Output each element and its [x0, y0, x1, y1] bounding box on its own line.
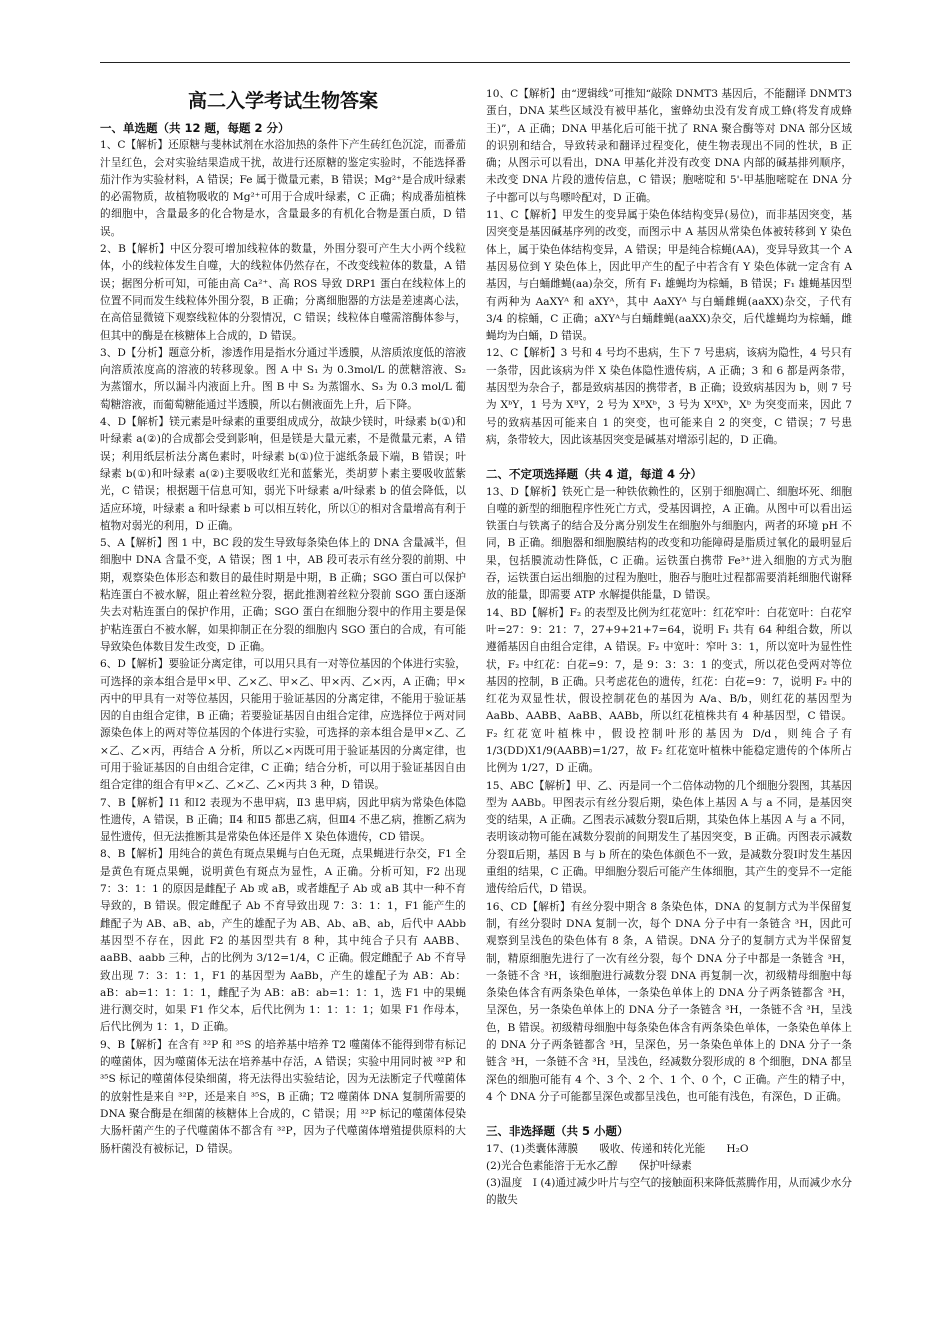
section-heading-non-choice: 三、非选择题（共 5 小题）: [486, 1124, 629, 1139]
right-column: [486, 86, 852, 1210]
answer-17-line-2: (2)光合色素能溶于无水乙醇 保护叶绿素: [486, 1159, 692, 1172]
answer-2: 2、B【解析】中区分裂可增加线粒体的数量，外围分裂可产生大小两个线粒体，小的线粒体发生自噬，大的线粒体仍然存在，不改变线粒体的数量，A 错误；据图分析可知，可能由高 Ca²⁺、高 ROS 导致 DRP1 蛋白在线粒体上的位置不同而发生线粒体外围分裂，B 正确；分离细胞器的方法是差速离心法，在高倍显微镜下观察线粒体的分裂情况，C 错误；线粒体自噬需溶酶体参与，但其中的酶是在核糖体上合成的，D 错误。: [100, 243, 466, 342]
left-column: [100, 86, 466, 1158]
answer-15: 15、ABC【解析】甲、乙、丙是同一个二倍体动物的几个细胞分裂图，其基因型为 AABb。甲图表示有丝分裂后期，染色体上基因 A 与 a 不同，是基因突变的结果，A 正确。乙图表示减数分裂Ⅱ后期，其染色体上基因 A 与 a 不同，表明该动物可能在减数分裂前的间期发生了基因突变，B 正确。丙图表示减数分裂Ⅱ后期，基因 B 与 b 所在的染色体颜色不一致，是减数分裂Ⅰ时发生基因重组的结果，C 正确。甲细胞分裂后可能产生体细胞，其产生的变异不一定能遗传给后代，D 错误。: [486, 779, 852, 896]
answer-4: 4、D【解析】镁元素是叶绿素的重要组成成分，故缺少镁时，叶绿素 b(①)和叶绿素 a(②)的合成都会受到影响，但是镁是大量元素，不是微量元素，A 错误；利用纸层析法分离色素时，叶绿素 b(①)位于滤纸条最下端，B 错误；叶绿素 b(①)和叶绿素 a(②)主要吸收红光和蓝紫光，类胡萝卜素主要吸收蓝紫光，C 错误；根据题干信息可知，弱光下叶绿素 a/叶绿素 b 的值会降低，以适应环境，叶绿素 a 和叶绿素 b 可以相互转化，所以①的相对含量增高有利于植物对弱光的利用，D 正确。: [100, 416, 466, 532]
header-rule: [100, 62, 850, 63]
answer-11: 11、C【解析】甲发生的变异属于染色体结构变异(易位)，而非基因突变，基因突变是基因碱基序列的改变，而图示中 A 基因从常染色体被转移到 Y 染色体上，属于染色体结构变异，A 错误；甲是纯合棕蝇(AA)，变异导致其一个 A 基因易位到 Y 染色体上，因此甲产生的配子中若含有 Y 染色体就一定含有 A 基因，与白蛹雌蝇(aa)杂交，所有 F₁ 雄蝇均为棕蛹，B 错误；F₁ 雄蝇基因型有两种为 AaXYᴬ 和 aXYᴬ，其中 AaXYᴬ 与白蛹雌蝇(aaXX)杂交，子代有 3/4 的棕蛹，C 正确；aXYᴬ与白蛹雌蝇(aaXX)杂交，后代雄蝇均为棕蛹，雌蝇均为白蛹，D 错误。: [486, 209, 852, 343]
answer-7: 7、B【解析】Ⅰ1 和Ⅰ2 表现为不患甲病，Ⅱ3 患甲病，因此甲病为常染色体隐性遗传，A 错误，B 正确；Ⅱ4 和Ⅱ5 都患乙病，但Ⅲ4 不患乙病，推断乙病为显性遗传，但无法推断其是常染色体还是伴 X 染色体遗传，CD 错误。: [100, 796, 466, 844]
answer-5: 5、A【解析】图 1 中，BC 段的发生导致每条染色体上的 DNA 含量减半，但细胞中 DNA 含量不变，A 错误；图 1 中，AB 段可表示有丝分裂的前期、中期，观察染色体形态和数目的最佳时期是中期，B 正确；SGO 蛋白可以保护粘连蛋白不被水解，阻止着丝粒分裂，据此推测着丝粒分裂前 SGO 蛋白逐渐失去对粘连蛋白的保护作用，正确；SGO 蛋白在细胞分裂中的作用主要是保护粘连蛋白不被水解，如果抑制正在分裂的细胞内 SGO 蛋白的合成，有可能导致染色体数目发生改变，D 正确。: [100, 537, 466, 653]
answer-8: 8、B【解析】用纯合的黄色有斑点果蝇与白色无斑，点果蝇进行杂交，F1 全是黄色有斑点果蝇，说明黄色有斑点为显性，A 正确。分析可知，F2 出现 7：3：1：1 的原因是雌配子 Ab 或 aB，或者雄配子 Ab 或 aB 其中一种不育导致的，B 错误。假定雌配子 Ab 不育导致出现 7：3：1：1，F1 能产生的雌配子为 AB、aB、ab，产生的雄配子为 AB、Ab、aB、ab，后代中 AAbb 基因型不存在，因此 F2 的基因型共有 8 种，其中纯合子只有 AABB、aaBB、aabb 三种，占的比例为 3/12=1/4，C 正确。假定雌配子 Ab 不育导致出现 7：3：1：1，F1 的基因型为 AaBb，产生的雄配子为 AB：Ab：aB：ab=1：1：1：1，雌配子为 AB：aB：ab=1：1：1，选 F1 中的果蝇进行测交时，如果 F1 作父本，后代比例为 1：1：1：1；如果 F1 作母本，后代比例为 1：1，D 正确。: [100, 848, 466, 1034]
answer-6: 6、D【解析】要验证分离定律，可以用只具有一对等位基因的个体进行实验，可选择的亲本组合是甲×甲、乙×乙、甲×乙、甲×丙、乙×丙，A 正确；甲×丙中的甲具有一对等位基因，只能用于验证基因的分离定律，不能用于验证基因的自由组合定律，B 正确；若要验证基因自由组合定律，应选择位于两对同源染色体上的两对等位基因的个体进行实验，可选择的亲本组合是甲×乙、乙×乙、乙×丙，再结合 A 分析，所以乙×丙既可用于验证基因的分离定律，也可用于验证基因的自由组合定律，C 正确；结合分析，可以用于验证基因自由组合定律的组合有甲×乙、乙×乙、乙×丙共 3 种，D 错误。: [100, 658, 466, 792]
answer-9: 9、B【解析】在含有 ³²P 和 ³⁵S 的培养基中培养 T2 噬菌体不能得到带有标记的噬菌体，因为噬菌体无法在培养基中存活，A 错误；实验中用同时被 ³²P 和 ³⁵S 标记的噬菌体侵染细菌，将无法得出实验结论，因为无法断定子代噬菌体的放射性是来自 ³²P，还是来自 ³⁵S，B 正确；T2 噬菌体 DNA 复制所需要的 DNA 聚合酶是在细菌的核糖体上合成的，C 错误；用 ³²P 标记的噬菌体侵染大肠杆菌产生的子代噬菌体不都含有 ³²P，因为子代噬菌体增殖提供原料的大肠杆菌没有被标记，D 错误。: [100, 1038, 466, 1155]
page-title: 高二入学考试生物答案: [187, 90, 378, 112]
answer-16: 16、CD【解析】有丝分裂中期含 8 条染色体，DNA 的复制方式为半保留复制，有丝分裂时 DNA 复制一次，每个 DNA 分子中有一条链含 ³H，因此可观察到呈浅色的染色体有 8 条，A 错误。DNA 分子的复制方式为半保留复制，精原细胞先进行了一次有丝分裂，每个 DNA 分子中都是一条链含 ³H，一条链不含 ³H，该细胞进行减数分裂 DNA 再复制一次，初级精母细胞中每条染色体含有两条染色单体，一条染色单体上的 DNA 分子两条链都含 ³H，呈深色，另一条染色单体上的 DNA 分子一条链含 ³H，一条链不含 ³H，呈浅色，B 错误。初级精母细胞中每条染色体含有两条染色单体，一条染色单体上的 DNA 分子两条链都含 ³H，呈深色，另一条染色单体上的 DNA 分子一条链含 ³H，一条链不含 ³H，呈浅色，经减数分裂形成的 8 个细胞，DNA 都呈深色的细胞可能有 4 个、3 个、2 个、1 个、0 个，C 正确。产生的精子中，4 个 DNA 分子可能都呈深色或都呈浅色，也可能有浅色，有深色，D 正确。: [486, 900, 852, 1103]
answer-10: 10、C【解析】由“逻辑线”可推知“敲除 DNMT3 基因后，不能翻译 DNMT3 蛋白，DNA 某些区域没有被甲基化，蜜蜂幼虫没有发育成工蜂(将发育成蜂王)”，A 正确；DNA 甲基化后可能干扰了 RNA 聚合酶等对 DNA 部分区域的识别和结合，导致转录和翻译过程变化，使生物表现出不同的性状，B 正确；从图示可以看出，DNA 甲基化并没有改变 DNA 内部的碱基排列顺序，未改变 DNA 片段的遗传信息，C 错误；胞嘧啶和 5'-甲基胞嘧啶在 DNA 分子中都可以与鸟嘌呤配对，D 正确。: [486, 88, 852, 204]
answer-12: 12、C【解析】3 号和 4 号均不患病，生下 7 号患病，该病为隐性，4 号只有一条带，因此该病为伴 X 染色体隐性遗传病，A 正确；3 和 6 都是两条带，基因型为杂合子，都是致病基因的携带者，B 正确；设致病基因为 b，则 7 号为 XᵇY，1 号为 XᴮY，2 号为 XᴮXᵇ，3 号为 XᴮXᵇ，Xᵇ 为突变而来，因此 7 号的致病基因可能来自 1 的突变，也可能来自 2 的突变，C 错误；7 号患病，条带较大，因此该基因突变是碱基对增添引起的，D 正确。: [486, 347, 852, 446]
section-heading-multiple-choice: 二、不定项选择题（共 4 道，每道 4 分）: [486, 467, 703, 482]
answer-17-line-1: 17、(1)类囊体薄膜 吸收、传递和转化光能 H₂O: [486, 1142, 749, 1155]
answer-14: 14、BD【解析】F₂ 的表型及比例为红花宽叶：红花窄叶：白花宽叶：白花窄叶=27：9：21：7，27+9+21+7=64，说明 F₁ 共有 64 种组合数，所以遵循基因自由组合定律，A 错误。F₂ 中宽叶：窄叶 3：1，所以宽叶为显性性状，F₂ 中红花：白花=9：7，是 9：3：3：1 的变式，所以花色受两对等位基因的控制，B 正确。只考虑花色的遗传，红花：白花=9：7，说明 F₂ 中的红花为双显性状，假设控制花色的基因为 A/a、B/b，则红花的基因型为 AaBb、AABB、AaBB、AABb，所以红花植株共有 4 种基因型，C 错误。F₂ 红花宽叶植株中，假设控制叶形的基因为 D/d，则纯合子有 1/3(DD)X1/9(AABB)=1/27，故 F₂ 红花宽叶植株中能稳定遗传的个体所占比例为 1/27，D 正确。: [486, 606, 852, 775]
answer-1: 1、C【解析】还原糖与斐林试剂在水浴加热的条件下产生砖红色沉淀，而番茄汁呈红色，会对实验结果造成干扰，故进行还原糖的鉴定实验时，不能选择番茄汁作为实验材料，A 错误；Fe 属于微量元素，B 错误；Mg²⁺是合成叶绿素的必需物质，故植物吸收的 Mg²⁺可用于合成叶绿素，C 正确；构成番茄植株的细胞中，含量最多的化合物是水，含量最多的有机化合物是蛋白质，D 错误。: [100, 139, 466, 238]
answer-13: 13、D【解析】铁死亡是一种铁依赖性的，区别于细胞凋亡、细胞坏死、细胞自噬的新型的细胞程序性死亡方式，受基因调控，A 正确。从图中可以看出运铁蛋白与铁离子的结合及分离分别发生在细胞外与细胞内，两者的环境 pH 不同，B 正确。细胞器和细胞膜结构的改变和功能障碍是脂质过氧化的最明显后果，包括膜流动性降低，C 正确。运铁蛋白携带 Fe³⁺进入细胞的方式为胞吞，运铁蛋白运出细胞的过程为胞吐，胞吞与胞吐过程都需要消耗细胞代谢释放的能量，即需要 ATP 水解提供能量，D 错误。: [486, 485, 852, 602]
answer-17-line-3: (3)温度 Ⅰ (4)通过减少叶片与空气的接触面积来降低蒸腾作用，从而减少水分的散失: [486, 1177, 852, 1207]
answer-3: 3、D【分析】题意分析，渗透作用是指水分通过半透膜，从溶质浓度低的溶液向溶质浓度高的溶液的转移现象。图 A 中 S₁ 为 0.3mol/L 的蔗糖溶液、S₂ 为蒸馏水，所以漏斗内液面上升。图 B 中 S₂ 为蒸馏水、S₃ 为 0.3 mol/L 葡萄糖溶液，而葡萄糖能通过半透膜，所以右侧液面先上升，后下降。: [100, 346, 466, 411]
section-heading-single-choice: 一、单选题（共 12 题，每题 2 分）: [100, 121, 290, 135]
